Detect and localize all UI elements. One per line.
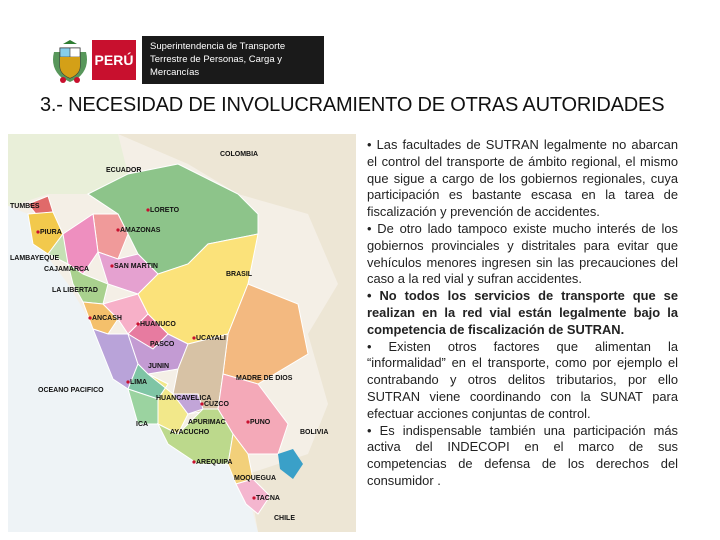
label-piura: PIURA	[40, 229, 62, 236]
label-apurimac: APURIMAC	[188, 419, 226, 426]
paragraph-5: • Es indispensable también una participación más activa del INDECOPI en el marco de sus competencias de defensa de los derechos del consumidor .	[367, 422, 678, 488]
paragraph-1: • Las facultades de SUTRAN legalmente no abarcan el control del transporte de ámbito regional, el mismo que sigue a cargo de los gobiernos regionales, cuya participación es bastante escasa en la tarea de fiscalización y prevención de accidentes.	[367, 137, 678, 220]
label-cuzco: CUZCO	[204, 401, 229, 408]
label-ucayali: UCAYALI	[196, 335, 226, 342]
agency-name-line1: Superintendencia de Transporte	[150, 41, 286, 52]
slide-title: 3.- NECESIDAD DE INVOLUCRAMIENTO DE OTRAS AUTORIDADES	[40, 94, 665, 116]
label-ica: ICA	[136, 421, 149, 428]
label-tacna: TACNA	[256, 495, 280, 502]
body-text	[367, 137, 678, 490]
agency-name-line2: Terrestre de Personas, Carga y	[150, 54, 283, 65]
label-cajamarca: CAJAMARCA	[44, 266, 90, 273]
label-huanuco: HUANUCO	[140, 321, 176, 328]
agency-name-box	[142, 36, 324, 84]
label-lambayeque: LAMBAYEQUE	[10, 255, 60, 262]
label-san-martin: SAN MARTIN	[114, 263, 158, 270]
label-la-libertad: LA LIBERTAD	[52, 287, 98, 294]
label-oceano-pacifico: OCEANO PACIFICO	[38, 387, 104, 394]
label-ecuador: ECUADOR	[106, 167, 142, 174]
label-huancavelica: HUANCAVELICA	[156, 395, 212, 402]
agency-name-line3: Mercancías	[150, 67, 200, 78]
label-ayacucho: AYACUCHO	[170, 429, 210, 436]
paragraph-4: • Existen otros factores que alimentan la “informalidad” en el transporte, como por ejemplo el contrabando y otros delitos tributarios, por ello SUTRAN viene coordinando con la SUNAT para efectuar acciones conjuntas de control.	[367, 338, 678, 421]
paragraph-2: • De otro lado tampoco existe mucho interés de los gobiernos provinciales y distritales para evitar que vehículos menores ingresen sin las precauciones del caso a la red vial y sufran accidentes.	[367, 220, 678, 287]
label-tumbes: TUMBES	[10, 203, 40, 210]
peru-label: PERÚ	[92, 40, 136, 80]
label-moquegua: MOQUEGUA	[234, 475, 276, 482]
peru-coat-of-arms-icon	[50, 38, 90, 86]
label-arequipa: AREQUIPA	[196, 459, 233, 466]
label-junin: JUNIN	[148, 363, 170, 370]
label-bolivia: BOLIVIA	[300, 429, 329, 436]
paragraph-3: • No todos los servicios de transporte que se realizan en la red vial están legalmente bajo la competencia de fiscalización de SUTRAN.	[367, 288, 678, 337]
label-ancash: ANCASH	[92, 315, 122, 322]
label-madre-de-dios: MADRE DE DIOS	[236, 375, 293, 382]
label-lima: LIMA	[130, 379, 148, 386]
label-pasco: PASCO	[150, 341, 175, 348]
label-puno: PUNO	[250, 419, 271, 426]
label-chile: CHILE	[274, 515, 295, 522]
label-brasil: BRASIL	[226, 271, 253, 278]
label-amazonas: AMAZONAS	[120, 227, 161, 234]
label-loreto: LORETO	[150, 207, 180, 214]
label-colombia: COLOMBIA	[220, 151, 259, 158]
peru-regions-map	[8, 134, 356, 532]
